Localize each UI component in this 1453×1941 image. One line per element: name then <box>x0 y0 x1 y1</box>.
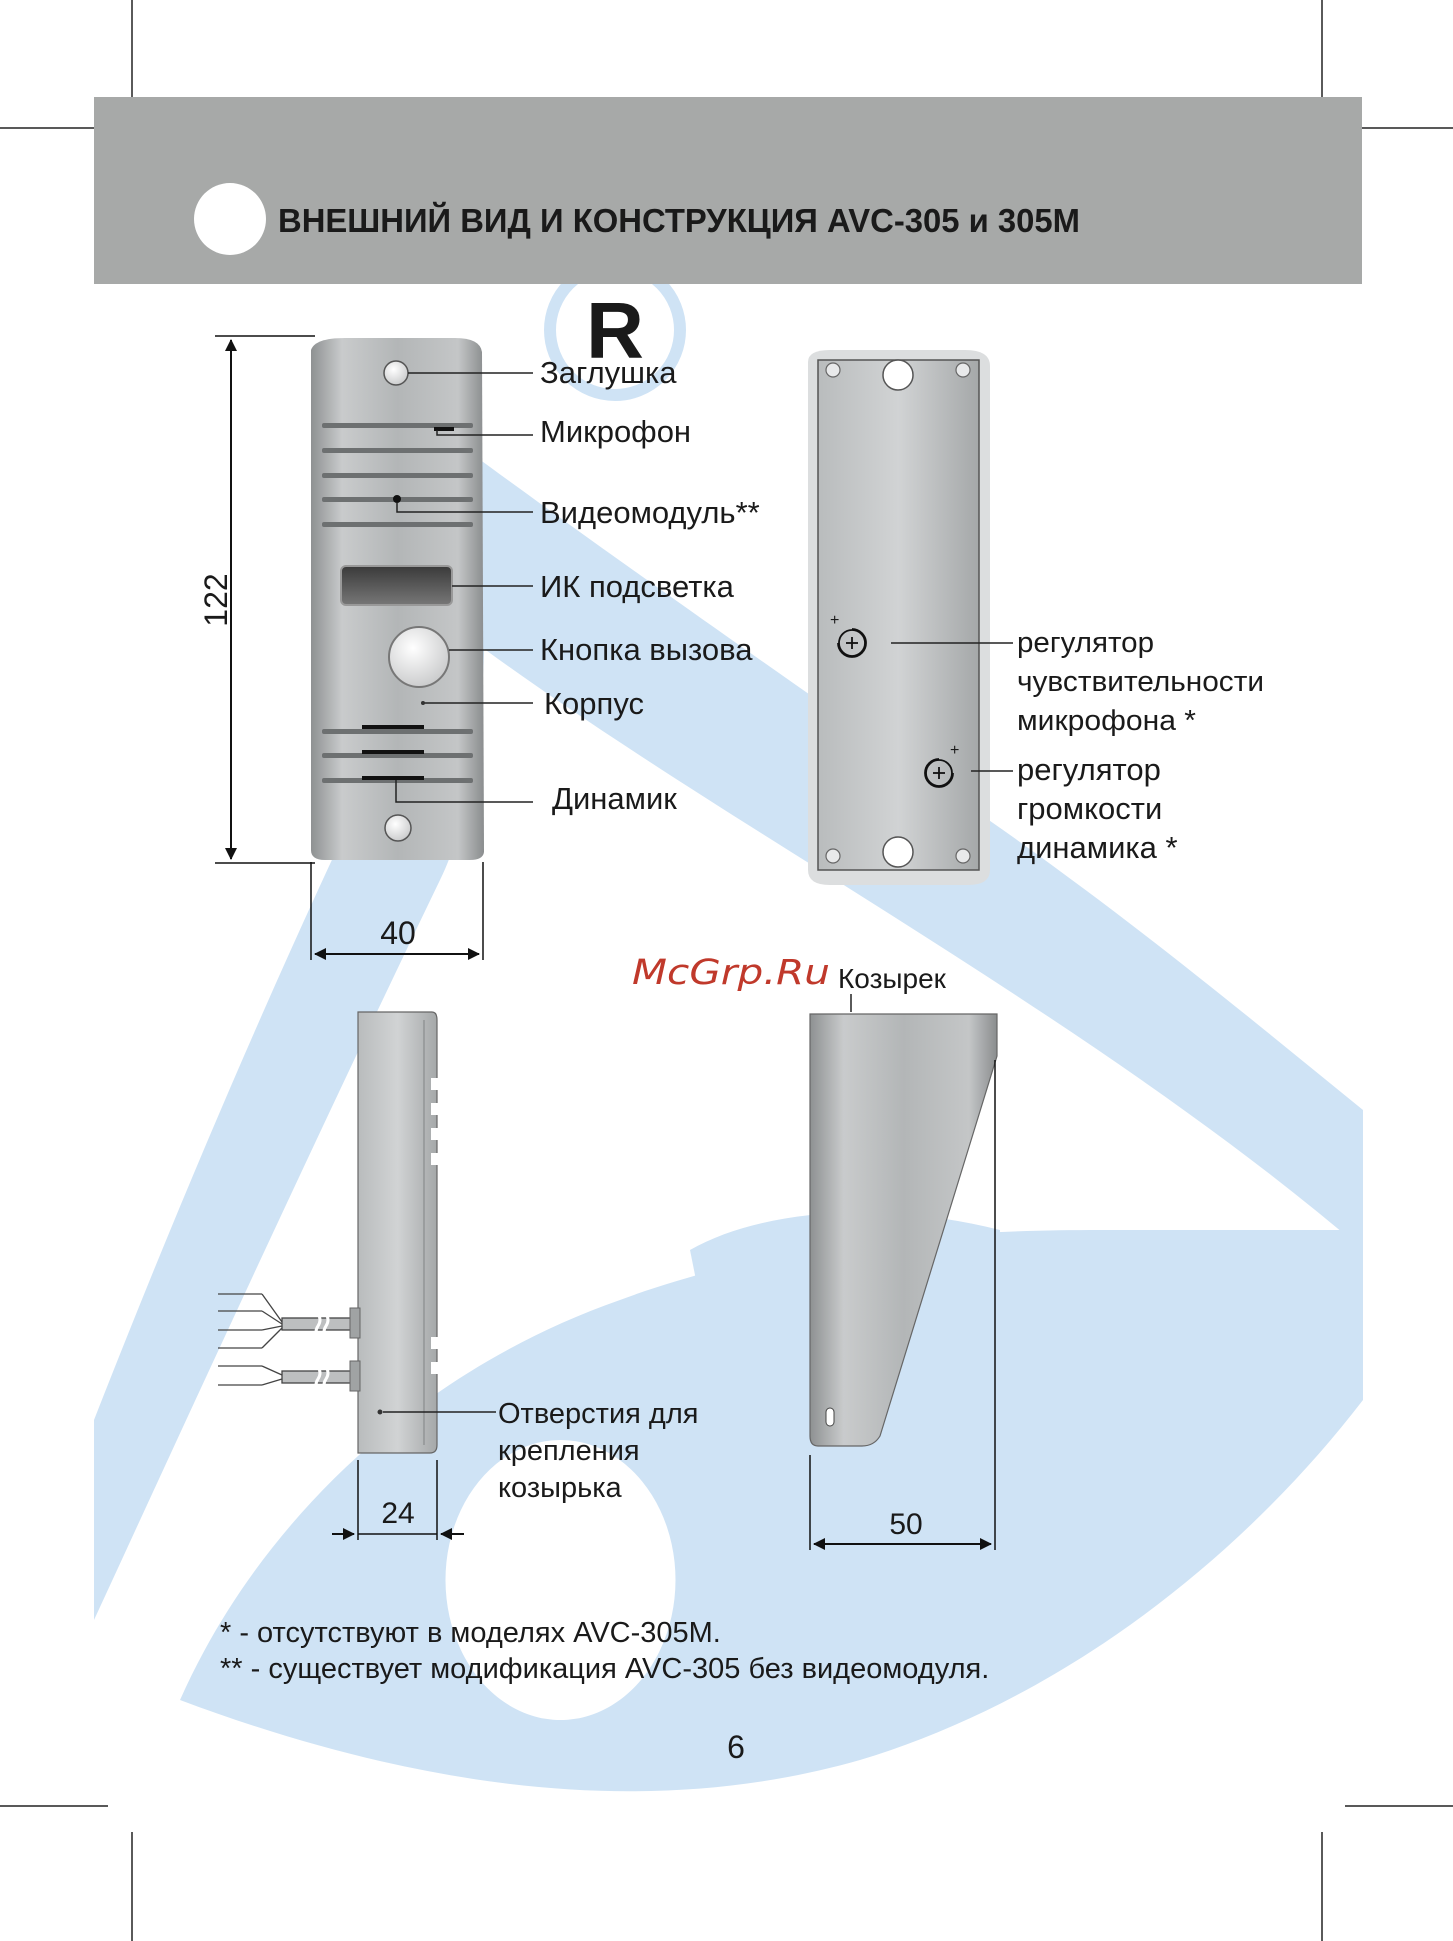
label-body: Корпус <box>544 686 644 721</box>
page-number: 6 <box>727 1729 745 1765</box>
front-view <box>198 336 760 960</box>
note-1: * - отсутствуют в моделях AVC-305M. <box>220 1617 721 1649</box>
label-plug: Заглушка <box>540 355 677 390</box>
svg-text:+: + <box>830 612 840 629</box>
label-visor: Козырек <box>838 963 946 994</box>
side-panel <box>358 1012 437 1453</box>
label-volume-regulator-2: громкости <box>1017 791 1163 826</box>
label-holes-3: козырька <box>498 1472 622 1504</box>
back-panel <box>818 360 979 870</box>
visor-dimension: 50 <box>889 1508 923 1541</box>
label-mic-regulator-2: чувствительности <box>1017 666 1264 698</box>
depth-dimension: 24 <box>381 1497 415 1530</box>
label-volume-regulator-3: динамика * <box>1017 830 1178 865</box>
width-dimension: 40 <box>380 915 416 951</box>
label-speaker: Динамик <box>552 781 677 816</box>
watermark-logo <box>94 265 1363 1791</box>
label-microphone: Микрофон <box>540 414 692 449</box>
label-call-button: Кнопка вызова <box>540 632 753 667</box>
svg-text:R: R <box>586 286 644 375</box>
back-view <box>808 350 1264 885</box>
note-2: ** - существует модификация AVC-305 без видеомодуля. <box>220 1653 990 1685</box>
svg-text:+: + <box>950 742 960 759</box>
header-bullet <box>194 183 266 255</box>
watermark-site: McGrp.Ru <box>632 953 830 993</box>
ir-window <box>341 566 452 605</box>
label-holes-2: крепления <box>498 1435 640 1467</box>
header-band <box>94 97 1362 284</box>
label-ir-light: ИК подсветка <box>540 569 734 604</box>
call-button <box>389 627 449 687</box>
label-volume-regulator-1: регулятор <box>1017 752 1161 787</box>
label-video-module: Видеомодуль** <box>540 495 760 530</box>
label-mic-regulator-3: микрофона * <box>1017 705 1196 737</box>
height-dimension: 122 <box>198 573 234 627</box>
page-title: ВНЕШНИЙ ВИД И КОНСТРУКЦИЯ AVC-305 и 305M <box>278 202 1085 239</box>
label-holes-1: Отверстия для <box>498 1398 699 1430</box>
label-mic-regulator-1: регулятор <box>1017 627 1154 659</box>
plug-hole <box>384 361 408 385</box>
